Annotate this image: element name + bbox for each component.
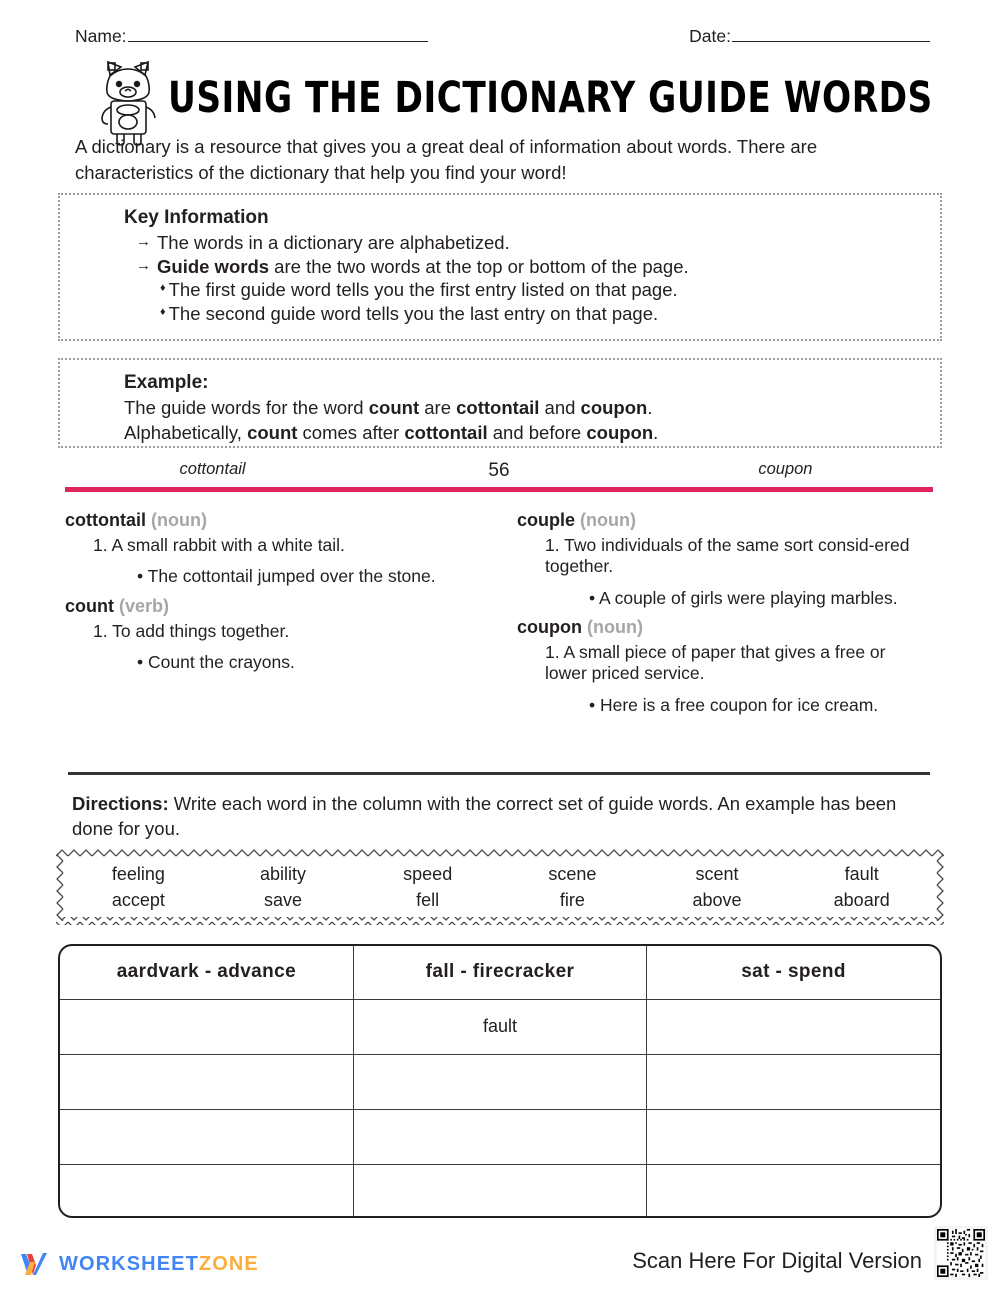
answer-cell[interactable]: [647, 1164, 940, 1218]
entry-part-of-speech: (noun): [580, 510, 636, 530]
answer-cell[interactable]: [60, 1164, 353, 1218]
dictionary-guide-header: [65, 460, 933, 482]
table-row[interactable]: [60, 1054, 940, 1109]
key-bullet-2: [136, 255, 940, 279]
word-bank-column: [211, 861, 356, 913]
entry-part-of-speech: (verb): [119, 595, 170, 616]
table-row[interactable]: [60, 1164, 940, 1218]
answer-cell[interactable]: [60, 1109, 353, 1164]
section-divider: [68, 772, 930, 775]
answer-cell[interactable]: [647, 999, 940, 1054]
worksheet-zone-v-logo-icon: [18, 1248, 50, 1280]
key-subbullet-1: [160, 278, 940, 302]
table-header-cell: fall - firecracker: [353, 946, 646, 999]
entry-headword: [65, 510, 487, 531]
ex1-p6: .: [647, 397, 653, 418]
entry-example: • Count the crayons.: [137, 652, 295, 673]
directions-label: Directions:: [72, 793, 169, 814]
ex2-p5: coupon: [586, 421, 654, 443]
key-information-heading: Key Information: [124, 207, 269, 228]
ex2-p6: .: [653, 421, 659, 443]
entry-example: • A couple of girls were playing marbles.: [589, 587, 898, 608]
worksheet-zone-logo[interactable]: [18, 1248, 259, 1280]
word-bank-word: feeling: [111, 863, 165, 884]
word-bank-word: speed: [403, 863, 453, 884]
key-information-box: [58, 193, 942, 341]
entry-headword: [517, 510, 921, 531]
answer-cell[interactable]: [60, 1054, 353, 1109]
word-bank-word: scene: [548, 863, 597, 884]
table-header-cell: aardvark - advance: [60, 946, 353, 999]
ex1-p5: coupon: [580, 397, 648, 418]
ex2-p4: and before: [487, 421, 587, 443]
dictionary-entries: [65, 502, 933, 757]
scan-instruction-text: Scan Here For Digital Version: [632, 1248, 922, 1273]
example-box: [58, 358, 942, 448]
directions-body: Write each word in the column with the correct set of guide words. An example has been done for you.: [72, 793, 897, 839]
key-bullet-2-text: [157, 255, 689, 279]
word-bank-word: save: [263, 890, 303, 910]
word-bank-columns: [66, 857, 934, 917]
guide-word-left: cottontail: [179, 460, 246, 478]
dictionary-column-right: [499, 502, 933, 757]
answer-cell[interactable]: [60, 999, 353, 1054]
entry-word-text: coupon: [517, 617, 582, 638]
key-bullet-1: [136, 231, 940, 255]
entry-headword: [65, 596, 487, 617]
logo-word-worksheet: WORKSHEET: [59, 1252, 199, 1275]
name-date-row: [75, 26, 930, 47]
key-subbullet-2-text: The second guide word tells you the last entry on that page.: [168, 303, 659, 325]
name-field-group: [75, 26, 428, 47]
entry-definition: 1. A small rabbit with a white tail.: [93, 535, 345, 555]
directions-text: [72, 792, 934, 842]
word-bank-column: [500, 861, 645, 913]
ex1-p1: count: [368, 397, 420, 418]
ex2-p3: cottontail: [404, 421, 488, 443]
word-bank-word: scent: [695, 863, 739, 884]
word-bank-word: fire: [559, 890, 585, 910]
cartoon-cat-icon: [98, 58, 160, 146]
table-row[interactable]: [60, 1109, 940, 1164]
answer-cell[interactable]: [353, 1164, 646, 1218]
entry-part-of-speech: (noun): [587, 617, 643, 638]
arrow-icon: →: [136, 256, 151, 274]
word-bank: [56, 849, 944, 925]
example-line-1: [124, 396, 940, 421]
answer-table[interactable]: [58, 944, 942, 1218]
answer-cell[interactable]: [353, 1054, 646, 1109]
answer-cell[interactable]: [647, 1109, 940, 1164]
example-heading: Example:: [124, 372, 209, 393]
answer-cell[interactable]: [353, 1109, 646, 1164]
logo-word-zone: ZONE: [198, 1252, 259, 1275]
word-bank-word: accept: [111, 890, 165, 910]
answer-cell[interactable]: fault: [353, 999, 646, 1054]
ex1-p0: The guide words for the word: [124, 397, 369, 418]
ex1-p2: are: [419, 397, 457, 418]
dictionary-page-number: 56: [488, 460, 510, 481]
word-bank-word: fault: [844, 863, 879, 884]
logo-wordmark: [59, 1253, 259, 1276]
word-bank-column: [355, 861, 500, 913]
dictionary-column-left: [65, 502, 499, 757]
qr-code-icon[interactable]: [934, 1226, 988, 1280]
key-subbullet-1-text: The first guide word tells you the first entry listed on that page.: [168, 279, 678, 301]
arrow-icon: →: [136, 233, 151, 250]
diamond-bullet-icon: ♦: [160, 282, 166, 295]
entry-word-text: couple: [517, 510, 576, 530]
key-bullet-1-text: The words in a dictionary are alphabetized.: [157, 232, 510, 253]
entry-headword: [517, 617, 921, 638]
entry-example: • Here is a free coupon for ice cream.: [589, 694, 879, 715]
entry-word-text: cottontail: [65, 510, 146, 530]
word-bank-column: [645, 861, 790, 913]
intro-paragraph: A dictionary is a resource that gives you a great deal of information about words. There are characteristics of the dictionary that help you find your word!: [75, 136, 818, 183]
word-bank-word: above: [692, 890, 742, 910]
entry-word-text: count: [65, 595, 114, 616]
entry-definition: 1. Two individuals of the same sort consid-ered together.: [545, 535, 910, 577]
table-header-cell: sat - spend: [647, 946, 940, 999]
name-label: Name:: [75, 26, 127, 46]
ex2-p2: comes after: [297, 421, 405, 443]
magenta-divider: [65, 487, 933, 492]
word-bank-word: fell: [416, 890, 440, 910]
ex2-p0: Alphabetically,: [124, 421, 248, 443]
date-label: Date:: [689, 26, 731, 46]
word-bank-word: aboard: [833, 890, 890, 910]
ex1-p4: and: [539, 397, 581, 418]
guide-word-right: coupon: [758, 460, 813, 478]
diamond-bullet-icon: ♦: [160, 306, 166, 319]
word-bank-word: ability: [259, 863, 307, 884]
entry-part-of-speech: (noun): [151, 510, 207, 530]
entry-example: • The cottontail jumped over the stone.: [137, 566, 436, 587]
date-field-group: [689, 26, 930, 47]
ex2-p1: count: [247, 421, 298, 443]
example-line-2: [124, 421, 940, 446]
word-bank-column: [789, 861, 934, 913]
page-title: USING THE DICTIONARY GUIDE WORDS: [168, 74, 933, 123]
name-input-line[interactable]: [128, 28, 428, 42]
table-header-row: [60, 946, 940, 999]
ex1-p3: cottontail: [456, 397, 540, 418]
answer-cell[interactable]: [647, 1054, 940, 1109]
table-row[interactable]: [60, 999, 940, 1054]
word-bank-column: [66, 861, 211, 913]
entry-definition: 1. To add things together.: [93, 620, 290, 641]
entry-definition: 1. A small piece of paper that gives a free or lower priced service.: [545, 642, 886, 684]
key-bullet-2-bold: Guide words: [157, 255, 270, 277]
key-bullet-2-rest: are the two words at the top or bottom of the page.: [269, 255, 689, 277]
key-subbullet-2: [160, 302, 940, 326]
date-input-line[interactable]: [732, 28, 930, 42]
